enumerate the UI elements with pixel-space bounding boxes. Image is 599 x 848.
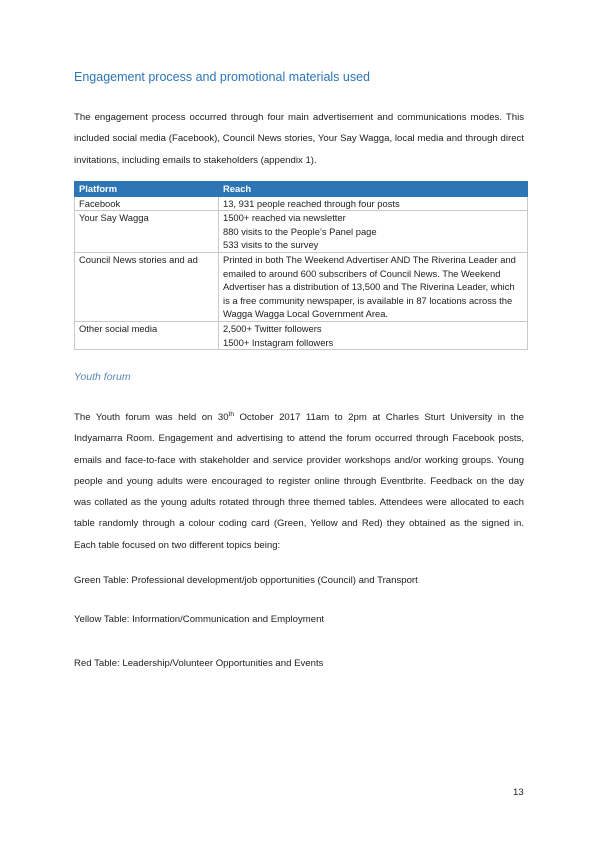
platform-cell: Your Say Wagga (75, 211, 219, 253)
reach-cell (219, 211, 528, 253)
section-heading: Engagement process and promotional materials used (74, 70, 371, 84)
youth-forum-subheading: Youth forum (74, 371, 131, 383)
table-row (75, 252, 528, 321)
table-row (75, 211, 528, 253)
reach-line: 533 visits to the survey (223, 239, 319, 251)
green-table-text: Green Table: Professional development/job opportunities (Council) and Transport (74, 575, 418, 586)
reach-table (74, 181, 528, 350)
reach-cell (219, 321, 528, 349)
youth-text-rest: October 2017 11am to 2pm at Charles Sturt University in the Indyamarra Room. Engagement and advertising to attend the forum occurred through Facebook posts, emails and face-to-face with stakeholder and service provider workshops and/or working groups. Young people and young adults were encouraged to register online through Eventbrite. Feedback on the day was collated as the young adults rotated through three themed tables. Attendees were allocated to each table randomly through a colour coding card (Green, Yellow and Red) they obtained as the signed in. Each table focused on two different topics being: (74, 412, 524, 551)
page-number: 13 (513, 787, 524, 798)
reach-line: 2,500+ Twitter followers (223, 322, 322, 334)
platform-cell: Council News stories and ad (75, 252, 219, 321)
red-table-text: Red Table: Leadership/Volunteer Opportunities and Events (74, 658, 324, 669)
table-row (75, 196, 528, 211)
header-platform: Platform (75, 182, 219, 197)
reach-line: 13, 931 people reached through four posts (223, 197, 400, 209)
header-reach: Reach (219, 182, 528, 197)
reach-cell (219, 252, 528, 321)
reach-line: Printed in both The Weekend Advertiser AND The Riverina Leader and emailed to around 600 subscribers of Council News. The Weekend Advertiser has a distribution of 13,500 and The Riverina Leader, which is a free community newspaper, is available in 87 locations across the Wagga Wagga Local Government Area. (223, 253, 516, 320)
youth-forum-paragraph (74, 407, 524, 556)
reach-cell (219, 196, 528, 211)
table-header-row (75, 182, 528, 197)
intro-paragraph: The engagement process occurred through four main advertisement and communications modes. This included social media (Facebook), Council News stories, Your Say Wagga, local media and through direct invitations, including emails to stakeholders (appendix 1). (74, 112, 524, 166)
yellow-table-text: Yellow Table: Information/Communication and Employment (74, 614, 325, 625)
reach-line: 1500+ reached via newsletter (223, 212, 346, 224)
youth-text-start: The Youth forum was held on 30 (74, 412, 229, 423)
platform-cell: Other social media (75, 321, 219, 349)
reach-line: 1500+ Instagram followers (223, 336, 334, 348)
reach-line: 880 visits to the People’s Panel page (223, 225, 377, 237)
table-row (75, 321, 528, 349)
platform-cell: Facebook (75, 196, 219, 211)
ordinal-suffix: th (228, 410, 234, 418)
